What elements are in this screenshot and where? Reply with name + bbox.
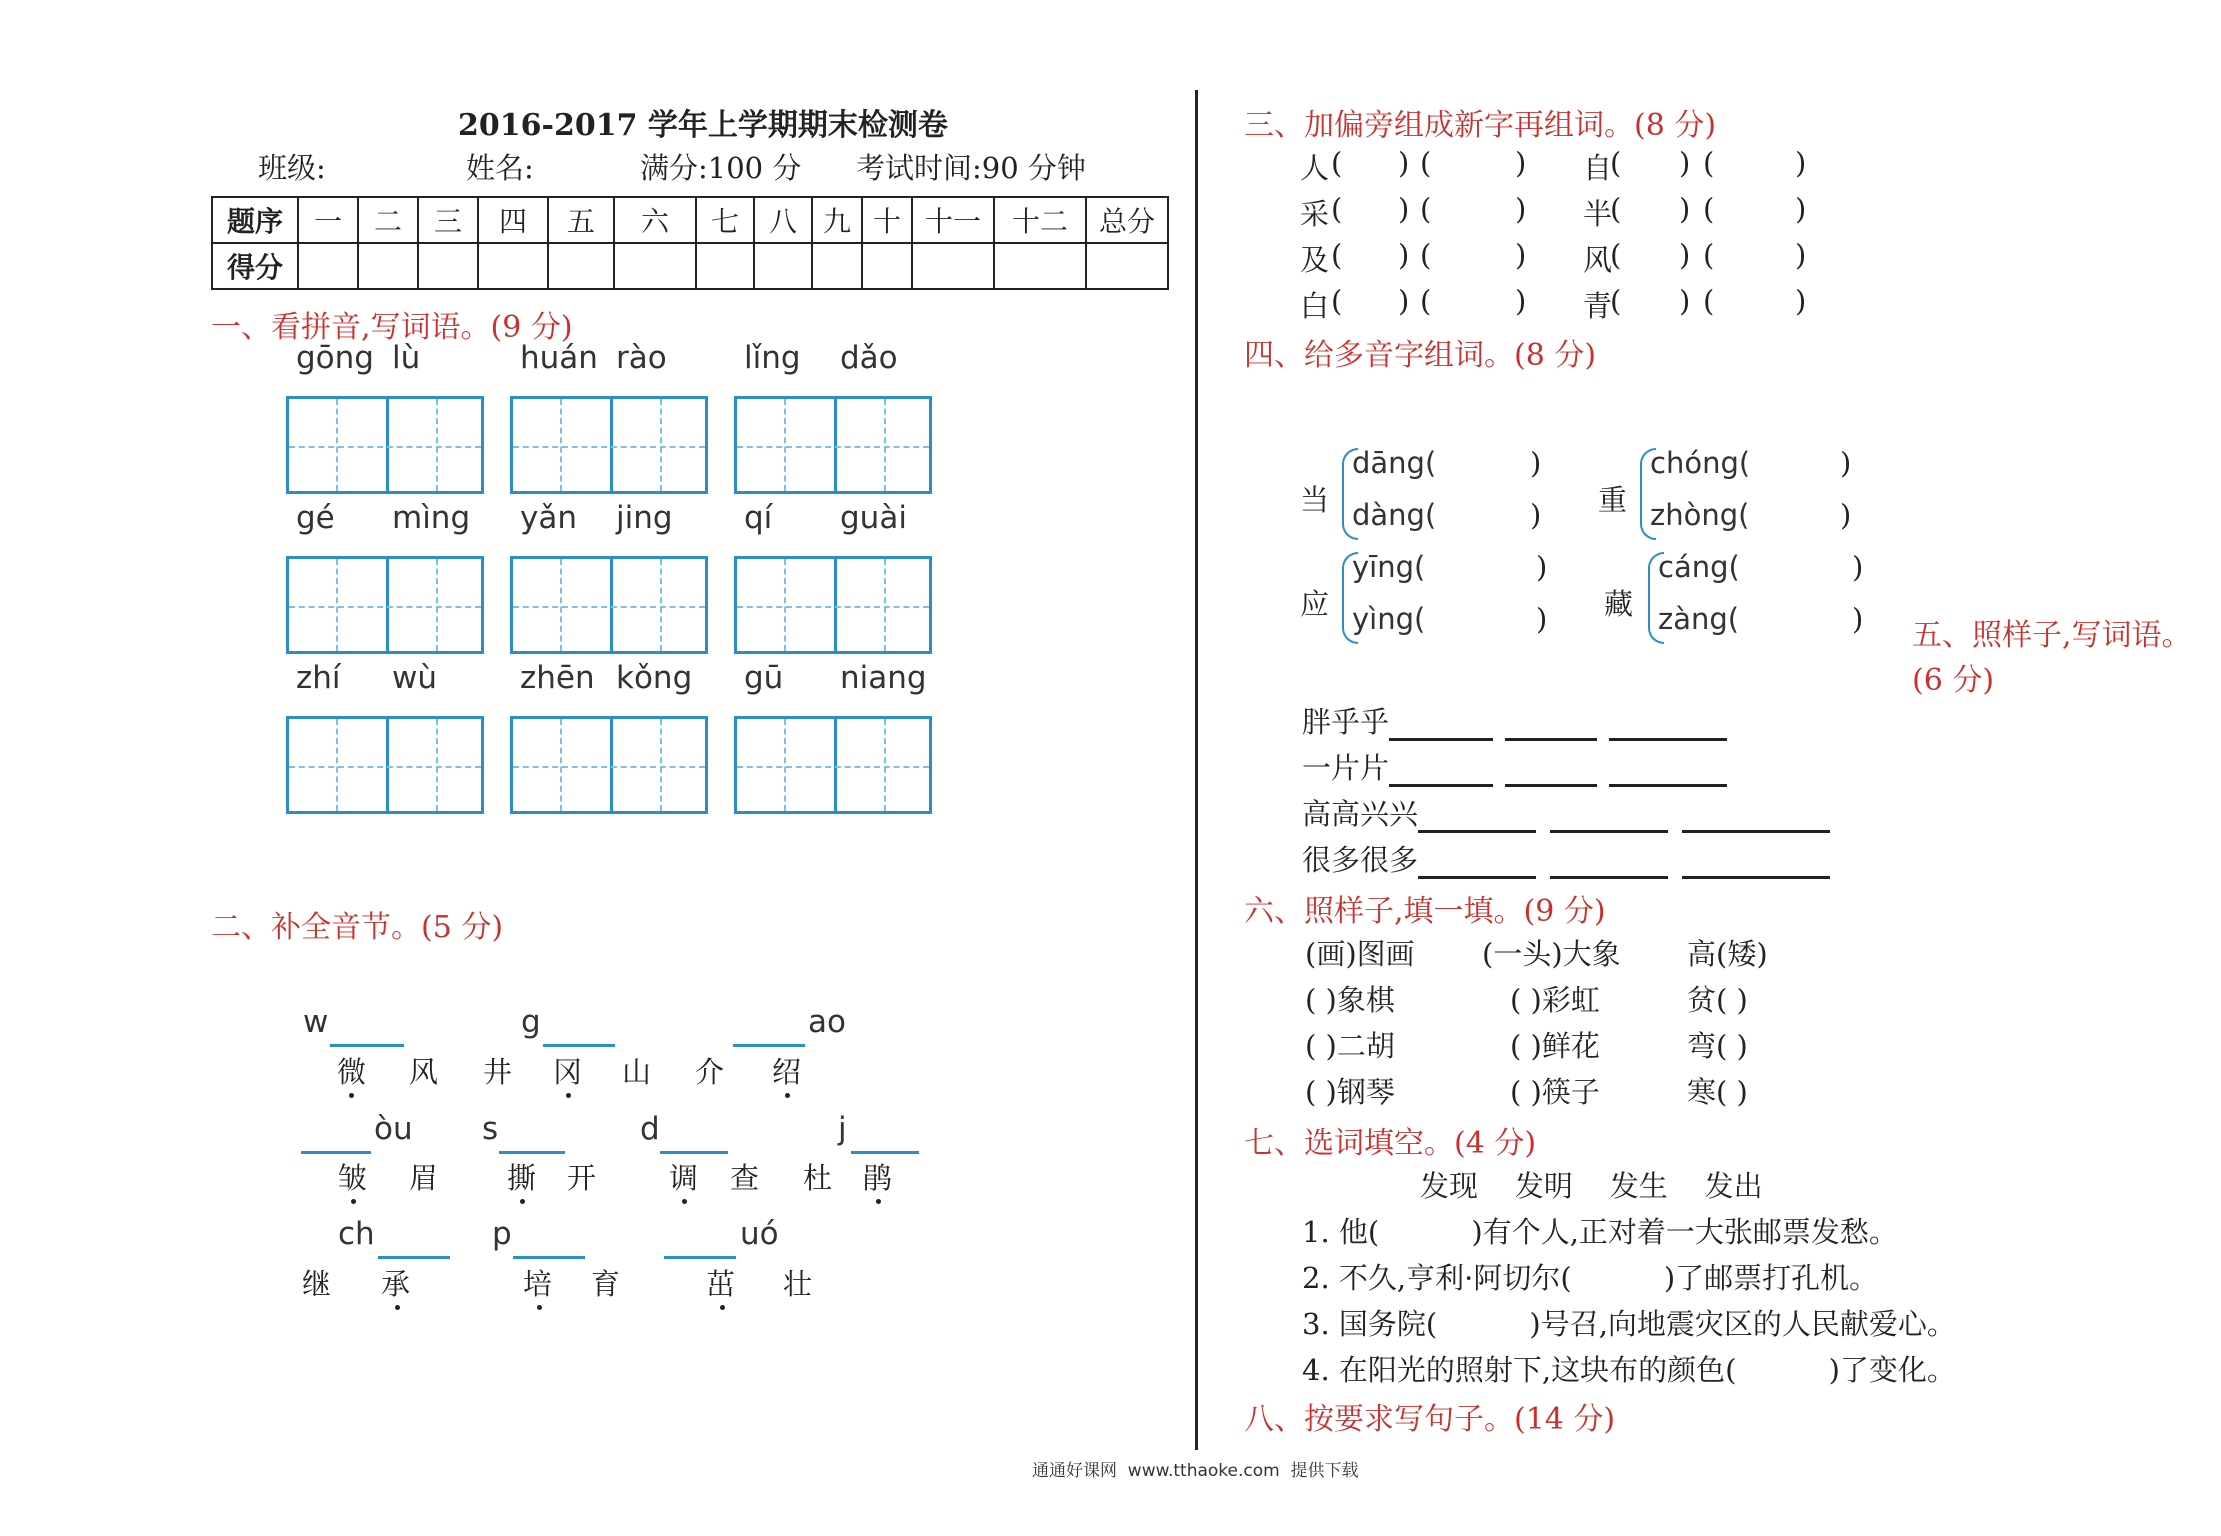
score-col: 二 <box>358 197 418 243</box>
s3-paren[interactable]: ( <box>1703 146 1715 180</box>
s4-close-paren: ) <box>1530 498 1542 532</box>
s3-paren[interactable]: ( <box>1420 284 1432 318</box>
class-label: 班级: <box>258 151 326 185</box>
s3-paren[interactable]: ) <box>1795 146 1807 180</box>
s3-paren[interactable]: ( <box>1331 192 1343 226</box>
s5-row <box>1302 838 1830 879</box>
score-col: 九 <box>812 197 862 243</box>
score-col: 六 <box>614 197 696 243</box>
s2-char: 皱 <box>338 1161 368 1195</box>
s3-paren[interactable]: ) <box>1679 238 1691 272</box>
s6-cell[interactable]: ( )鲜花 <box>1510 1029 1600 1063</box>
s2-char: 壮 <box>783 1267 813 1301</box>
score-cell[interactable] <box>298 243 358 289</box>
s2-blank[interactable] <box>330 1044 404 1047</box>
s3-paren[interactable]: ( <box>1610 284 1622 318</box>
s2-char: 介 <box>695 1055 725 1089</box>
s3-paren[interactable]: ) <box>1398 284 1410 318</box>
s3-paren[interactable]: ) <box>1515 192 1527 226</box>
s3-paren[interactable]: ) <box>1398 192 1410 226</box>
s5-blank[interactable] <box>1682 800 1830 833</box>
pinyin-label: yǎn <box>520 500 577 536</box>
s3-char: 及 <box>1300 243 1330 277</box>
s3-paren[interactable]: ) <box>1515 284 1527 318</box>
s4-reading[interactable]: dāng( <box>1352 446 1437 480</box>
emphasis-dot <box>351 1199 356 1204</box>
s3-char: 采 <box>1300 197 1330 231</box>
s4-char: 当 <box>1300 483 1330 517</box>
s3-char: 青 <box>1583 289 1613 323</box>
s5-blank[interactable] <box>1682 846 1830 879</box>
s5-blank[interactable] <box>1389 708 1493 741</box>
s4-close-paren: ) <box>1536 602 1548 636</box>
s5-row <box>1302 792 1830 833</box>
s4-char: 应 <box>1300 587 1330 621</box>
s3-paren[interactable]: ( <box>1331 284 1343 318</box>
s4-close-paren: ) <box>1852 602 1864 636</box>
pinyin-label: huán <box>520 340 598 376</box>
score-col: 一 <box>298 197 358 243</box>
s2-blank[interactable] <box>664 1256 736 1259</box>
s3-paren[interactable]: ( <box>1703 284 1715 318</box>
s2-blank[interactable] <box>543 1044 615 1047</box>
s3-paren[interactable]: ( <box>1420 146 1432 180</box>
pinyin-label: gōng <box>296 340 374 376</box>
writing-grid[interactable] <box>734 556 932 654</box>
emphasis-dot <box>785 1093 790 1098</box>
s2-py: w <box>303 1004 329 1040</box>
writing-grid[interactable] <box>510 556 708 654</box>
s2-char: 眉 <box>409 1161 439 1195</box>
s4-reading[interactable]: yīng( <box>1352 550 1426 584</box>
s2-char: 山 <box>622 1055 652 1089</box>
score-col: 三 <box>418 197 478 243</box>
s6-cell[interactable]: ( )二胡 <box>1305 1029 1395 1063</box>
pinyin-label: gū <box>744 660 784 696</box>
s2-py: d <box>640 1111 660 1147</box>
s2-blank[interactable] <box>301 1151 371 1154</box>
pinyin-label: wù <box>392 660 438 696</box>
s2-char: 微 <box>337 1055 367 1089</box>
s2-blank[interactable] <box>378 1256 450 1259</box>
pinyin-label: kǒng <box>616 660 693 696</box>
s2-char: 培 <box>523 1267 553 1301</box>
s5-blank[interactable] <box>1609 708 1727 741</box>
pinyin-label: qí <box>744 500 773 536</box>
s4-close-paren: ) <box>1530 446 1542 480</box>
s3-paren[interactable]: ( <box>1703 192 1715 226</box>
score-cell[interactable] <box>862 243 912 289</box>
section-2-title: 二、补全音节。(5 分) <box>211 910 504 945</box>
s2-char: 井 <box>483 1055 513 1089</box>
section-3-title: 三、加偏旁组成新字再组词。(8 分) <box>1244 108 1717 143</box>
pinyin-label: rào <box>616 340 667 376</box>
s7-sentence[interactable]: 4. 在阳光的照射下,这块布的颜色( )了变化。 <box>1302 1353 1956 1387</box>
s2-py: p <box>492 1216 512 1252</box>
pinyin-label: mìng <box>392 500 471 536</box>
writing-grid[interactable] <box>734 716 932 814</box>
score-col: 四 <box>478 197 548 243</box>
pinyin-label: guài <box>840 500 907 536</box>
s3-char: 白 <box>1300 289 1330 323</box>
pinyin-label: niang <box>840 660 927 696</box>
section-5-title: 五、照样子,写词语。 <box>1912 618 2192 653</box>
emphasis-dot <box>566 1093 571 1098</box>
s3-paren[interactable]: ( <box>1610 192 1622 226</box>
score-cell[interactable] <box>478 243 548 289</box>
section-1-title: 一、看拼音,写词语。(9 分) <box>211 310 573 345</box>
s2-char: 杜 <box>803 1161 833 1195</box>
score-col: 五 <box>548 197 614 243</box>
s2-char: 风 <box>409 1055 439 1089</box>
section-6-title: 六、照样子,填一填。(9 分) <box>1244 894 1606 929</box>
writing-grid[interactable] <box>286 716 484 814</box>
s5-blank[interactable] <box>1609 754 1727 787</box>
s6-example: (画)图画 <box>1305 937 1415 971</box>
s4-reading[interactable]: yìng( <box>1352 602 1426 636</box>
emphasis-dot <box>520 1199 525 1204</box>
s2-py: j <box>838 1111 847 1147</box>
score-col: 十二 <box>994 197 1086 243</box>
section-5-score: (6 分) <box>1912 663 1995 698</box>
s5-blank[interactable] <box>1389 754 1493 787</box>
s3-paren[interactable]: ( <box>1420 192 1432 226</box>
s4-reading[interactable]: zhòng( <box>1650 498 1750 532</box>
score-col: 七 <box>696 197 754 243</box>
s6-cell[interactable]: ( )象棋 <box>1305 983 1395 1017</box>
s4-close-paren: ) <box>1840 498 1852 532</box>
score-cell[interactable] <box>418 243 478 289</box>
writing-grid[interactable] <box>286 556 484 654</box>
s4-char: 重 <box>1598 483 1628 517</box>
s4-char: 藏 <box>1604 587 1634 621</box>
score-cell[interactable] <box>696 243 754 289</box>
s3-paren[interactable]: ( <box>1610 146 1622 180</box>
s2-blank[interactable] <box>733 1044 805 1047</box>
score-cell[interactable] <box>548 243 614 289</box>
s6-example: (一头)大象 <box>1482 937 1621 971</box>
score-table <box>211 196 1169 290</box>
pinyin-label: lǐng <box>744 340 801 376</box>
pinyin-label: gé <box>296 500 335 536</box>
s2-char: 育 <box>591 1267 621 1301</box>
score-col: 十一 <box>912 197 994 243</box>
s2-char: 鹃 <box>863 1161 893 1195</box>
s6-cell[interactable]: 弯( ) <box>1687 1029 1748 1063</box>
section-8-title: 八、按要求写句子。(14 分) <box>1244 1402 1616 1437</box>
s3-paren[interactable]: ) <box>1515 146 1527 180</box>
s2-char: 茁 <box>706 1267 736 1301</box>
s4-close-paren: ) <box>1840 446 1852 480</box>
column-divider <box>1195 90 1198 1450</box>
s5-row <box>1302 746 1727 787</box>
score-col: 十 <box>862 197 912 243</box>
score-table-row2-label: 得分 <box>212 243 298 289</box>
score-cell[interactable] <box>614 243 696 289</box>
score-col: 总分 <box>1086 197 1168 243</box>
s6-example: 高(矮) <box>1687 937 1768 971</box>
s6-cell[interactable]: 贫( ) <box>1687 983 1748 1017</box>
s3-paren[interactable]: ( <box>1703 238 1715 272</box>
s2-char: 承 <box>381 1267 411 1301</box>
s5-blank[interactable] <box>1505 754 1597 787</box>
s7-sentence[interactable]: 3. 国务院( )号召,向地震灾区的人民献爱心。 <box>1302 1307 1956 1341</box>
s3-paren[interactable]: ) <box>1679 284 1691 318</box>
s3-char: 自 <box>1583 151 1613 185</box>
name-label: 姓名: <box>466 151 534 185</box>
writing-grid[interactable] <box>734 396 932 494</box>
emphasis-dot <box>537 1305 542 1310</box>
s6-cell[interactable]: ( )钢琴 <box>1305 1075 1395 1109</box>
s3-paren[interactable]: ( <box>1331 238 1343 272</box>
s2-char: 冈 <box>553 1055 583 1089</box>
score-cell[interactable] <box>358 243 418 289</box>
s2-py: òu <box>374 1111 413 1147</box>
s3-char: 风 <box>1583 243 1613 277</box>
s5-word: 高高兴兴 <box>1302 797 1419 831</box>
s7-word-bank: 发现 发明 发生 发出 <box>1420 1169 1763 1203</box>
s4-reading[interactable]: dàng( <box>1352 498 1437 532</box>
s3-paren[interactable]: ( <box>1420 238 1432 272</box>
emphasis-dot <box>876 1199 881 1204</box>
s2-blank[interactable] <box>513 1256 585 1259</box>
section-7-title: 七、选词填空。(4 分) <box>1244 1126 1537 1161</box>
s3-paren[interactable]: ) <box>1795 284 1807 318</box>
s2-py: ao <box>808 1004 846 1040</box>
score-cell[interactable] <box>1086 243 1168 289</box>
s4-reading[interactable]: zàng( <box>1658 602 1740 636</box>
s5-word: 胖乎乎 <box>1302 705 1390 739</box>
s3-paren[interactable]: ( <box>1610 238 1622 272</box>
writing-grid[interactable] <box>510 396 708 494</box>
s3-char: 人 <box>1300 151 1330 185</box>
s2-py: g <box>521 1004 541 1040</box>
score-cell[interactable] <box>812 243 862 289</box>
emphasis-dot <box>349 1093 354 1098</box>
page-title: 2016-2017 学年上学期期末检测卷 <box>458 108 948 143</box>
pinyin-label: jing <box>616 500 673 536</box>
emphasis-dot <box>395 1305 400 1310</box>
writing-grid[interactable] <box>510 716 708 814</box>
s6-cell[interactable]: ( )筷子 <box>1510 1075 1600 1109</box>
s3-paren[interactable]: ) <box>1398 238 1410 272</box>
s2-char: 绍 <box>772 1055 802 1089</box>
s5-blank[interactable] <box>1550 800 1668 833</box>
score-table-row1-label: 题序 <box>212 197 298 243</box>
s6-cell[interactable]: ( )彩虹 <box>1510 983 1600 1017</box>
s5-blank[interactable] <box>1505 708 1597 741</box>
s5-word: 很多很多 <box>1302 843 1419 877</box>
s2-char: 开 <box>567 1161 597 1195</box>
exam-time: 考试时间:90 分钟 <box>856 151 1086 185</box>
emphasis-dot <box>720 1305 725 1310</box>
s5-blank[interactable] <box>1550 846 1668 879</box>
s2-blank[interactable] <box>660 1151 728 1154</box>
s2-py: uó <box>740 1216 779 1252</box>
s2-blank[interactable] <box>851 1151 919 1154</box>
s3-paren[interactable]: ) <box>1679 192 1691 226</box>
s2-py: ch <box>338 1216 375 1252</box>
s2-char: 调 <box>669 1161 699 1195</box>
s5-blank[interactable] <box>1418 846 1536 879</box>
score-cell[interactable] <box>754 243 812 289</box>
s4-close-paren: ) <box>1852 550 1864 584</box>
pinyin-label: dǎo <box>840 340 898 376</box>
s2-char: 继 <box>302 1267 332 1301</box>
score-cell[interactable] <box>994 243 1086 289</box>
s3-paren[interactable]: ) <box>1515 238 1527 272</box>
s7-sentence[interactable]: 2. 不久,亨利·阿切尔( )了邮票打孔机。 <box>1302 1261 1879 1295</box>
footer-credit: 通通好课网 www.tthaoke.com 提供下载 <box>1032 1461 1359 1481</box>
writing-grid[interactable] <box>286 396 484 494</box>
score-cell[interactable] <box>912 243 994 289</box>
s6-cell[interactable]: 寒( ) <box>1687 1075 1748 1109</box>
s3-paren[interactable]: ) <box>1679 146 1691 180</box>
pinyin-label: lù <box>392 340 421 376</box>
emphasis-dot <box>682 1199 687 1204</box>
s2-blank[interactable] <box>499 1151 565 1154</box>
s5-word: 一片片 <box>1302 751 1390 785</box>
s3-paren[interactable]: ) <box>1795 238 1807 272</box>
pinyin-label: zhí <box>296 660 341 696</box>
section-4-title: 四、给多音字组词。(8 分) <box>1244 338 1597 373</box>
s2-py: s <box>482 1111 499 1147</box>
s3-paren[interactable]: ) <box>1398 146 1410 180</box>
score-col: 八 <box>754 197 812 243</box>
s4-reading[interactable]: chóng( <box>1650 446 1751 480</box>
s4-reading[interactable]: cáng( <box>1658 550 1740 584</box>
s2-char: 查 <box>730 1161 760 1195</box>
pinyin-label: zhēn <box>520 660 595 696</box>
s7-sentence[interactable]: 1. 他( )有个人,正对着一大张邮票发愁。 <box>1302 1215 1898 1249</box>
s3-paren[interactable]: ) <box>1795 192 1807 226</box>
s5-blank[interactable] <box>1418 800 1536 833</box>
s3-char: 半 <box>1583 197 1613 231</box>
s4-close-paren: ) <box>1536 550 1548 584</box>
s5-row <box>1302 700 1727 741</box>
s2-char: 撕 <box>507 1161 537 1195</box>
s3-paren[interactable]: ( <box>1331 146 1343 180</box>
full-score: 满分:100 分 <box>640 151 802 185</box>
